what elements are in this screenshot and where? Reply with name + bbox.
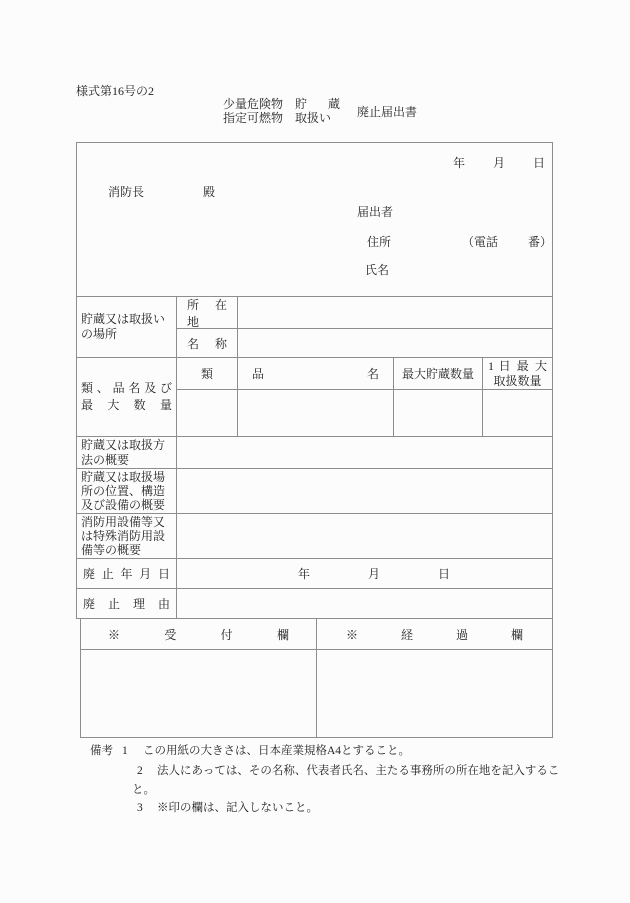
note-1-number: 1	[122, 745, 128, 757]
abolition-date-value-cell	[176, 559, 552, 588]
quantity-row	[77, 357, 552, 436]
structure-value-cell	[176, 469, 552, 513]
name-label: 氏名	[365, 263, 390, 277]
abolition-reason-row	[77, 588, 552, 618]
fire-equipment-row	[77, 513, 552, 558]
date-month-label: 月	[493, 156, 506, 170]
location-row	[77, 296, 552, 357]
site-label: 所 在 地	[187, 297, 227, 329]
progress-stamp-box	[316, 650, 552, 737]
structure-row	[77, 468, 552, 513]
abolition-date-row	[77, 558, 552, 588]
abolition-reason-label: 廃 止 理 由	[83, 597, 170, 611]
abolition-day-label: 日	[438, 567, 451, 581]
title-subject-stack	[223, 97, 283, 125]
main-form-table	[76, 142, 553, 619]
facility-name-value-cell	[237, 329, 552, 357]
progress-column-header: ※ 経 過 欄	[316, 619, 552, 649]
method-value-cell	[176, 437, 552, 468]
header-section	[77, 143, 552, 296]
site-value-cell	[237, 297, 552, 328]
daily-max-column-header: 1 日 最 大 取扱数量	[482, 358, 552, 389]
abolition-year-label: 年	[298, 567, 311, 581]
title-mode-line1: 貯 蔵	[295, 97, 340, 111]
addressee-label: 消防長	[108, 185, 145, 199]
reception-stamp-box	[81, 650, 316, 737]
structure-label: 貯蔵又は取扱場 所の位置、構造 及び設備の概要	[81, 470, 166, 512]
class-value-cell	[177, 390, 237, 436]
submitter-label: 届出者	[357, 205, 394, 219]
item-name-column-header: 品 名	[237, 358, 393, 389]
note-2-text: 法人にあっては、その名称、代表者氏名、主たる事務所の所在地を記入するこ	[157, 765, 560, 777]
title-subject-line1: 少量危険物	[223, 97, 284, 111]
date-day-label: 日	[533, 156, 546, 170]
abolition-date-label: 廃 止 年 月 日	[83, 567, 170, 581]
title-mode-stack	[295, 97, 340, 125]
address-label: 住所	[367, 235, 392, 249]
note-3-number: 3	[137, 802, 143, 814]
fire-equipment-label: 消防用設備等又 は特殊消防用設 備等の概要	[81, 515, 166, 557]
phone-prefix-label: （電話	[462, 235, 499, 249]
title-mode-line2: 取扱い	[295, 111, 332, 125]
title-main: 廃止届出書	[357, 104, 418, 119]
honorific-label: 殿	[203, 185, 216, 199]
daily-max-value-cell	[482, 390, 552, 436]
max-storage-value-cell	[393, 390, 482, 436]
facility-name-label: 名 称	[187, 336, 227, 351]
note-2-number: 2	[137, 765, 143, 777]
abolition-reason-value-cell	[176, 589, 552, 618]
location-label: 貯蔵又は取扱い の場所	[81, 312, 166, 341]
phone-suffix-label: 番）	[528, 235, 553, 249]
document-title	[223, 97, 417, 125]
form-number: 様式第16号の2	[76, 84, 155, 98]
max-storage-column-header: 最大貯蔵数量	[393, 358, 482, 389]
notes-heading: 備考	[90, 745, 113, 757]
note-3-text: ※印の欄は、記入しないこと。	[157, 802, 318, 814]
quantity-label: 類 、 品 名 及 び 最 大 数 量	[81, 381, 172, 412]
method-label: 貯蔵又は取扱方 法の概要	[81, 437, 166, 467]
reception-column-header: ※ 受 付 欄	[108, 627, 289, 642]
note-1-text: この用紙の大きさは、日本産業規格A4とすること。	[143, 745, 411, 757]
fire-equipment-value-cell	[176, 514, 552, 558]
note-2-continuation: と。	[132, 784, 155, 796]
date-year-label: 年	[453, 156, 466, 170]
abolition-month-label: 月	[368, 567, 381, 581]
class-column-header: 類	[200, 367, 213, 381]
stamp-table	[80, 618, 553, 738]
title-subject-line2: 指定可燃物	[223, 111, 284, 125]
method-row	[77, 436, 552, 468]
item-name-value-cell	[237, 390, 393, 436]
